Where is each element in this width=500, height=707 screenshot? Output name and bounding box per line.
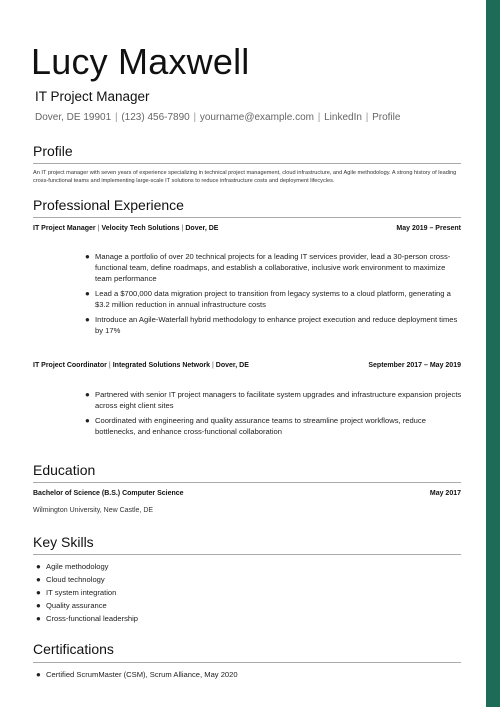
list-item: ● Lead a $700,000 data migration project to transition from legacy systems to a cloud platform, generating a $3.2 million reduction in annual infrastructure costs [85,289,451,309]
bullet-icon: ● [36,575,41,584]
job-company: Integrated Solutions Network [112,362,210,369]
list-item: ● Manage a portfolio of over 20 technical projects for a leading IT services provider, lead a 30-person cross-functional team, define roadmaps, and establish a collaborative, inclusive work environment to maximize team performance [85,252,451,283]
list-item: ● Cross-functional leadership [36,614,139,623]
section-title-certifications: Certifications [33,641,114,657]
contact-phone: (123) 456-7890 [121,112,190,123]
job-dates: May 2019 – Present [396,225,461,232]
contact-linkedin[interactable]: LinkedIn [324,112,362,123]
list-item: ● Quality assurance [36,601,107,610]
bullet-icon: ● [85,252,90,261]
education-school: Wilmington University, New Castle, DE [33,507,154,514]
certifications-list [36,668,446,681]
job-role: IT Project Coordinator [33,362,107,369]
section-title-skills: Key Skills [33,534,94,550]
section-divider [33,662,461,663]
bullet-icon: ● [85,416,90,425]
job-header: IT Project Coordinator | Integrated Solutions Network | Dover, DE September 2017 – May 2019 [33,362,461,369]
bullet-icon: ● [36,588,41,597]
job-title: IT Project Manager [35,89,150,104]
list-item: ● Agile methodology [36,562,109,571]
section-title-profile: Profile [33,143,73,159]
job-role: IT Project Manager [33,225,96,232]
candidate-name: Lucy Maxwell [31,41,250,82]
section-title-experience: Professional Experience [33,197,184,213]
contact-address: Dover, DE 19901 [35,112,112,123]
list-item: ● IT system integration [36,588,117,597]
list-item: ● Certified ScrumMaster (CSM), Scrum Alliance, May 2020 [36,670,238,679]
list-item: ● Cloud technology [36,575,105,584]
bullet-icon: ● [36,614,41,623]
education-header [33,490,461,497]
job-location: Dover, DE [185,225,219,232]
bullet-icon: ● [85,315,90,324]
list-item: ● Introduce an Agile-Waterfall hybrid methodology to enhance project execution and reduce deployment times by 17% [85,315,458,335]
job-dates: September 2017 – May 2019 [368,362,461,369]
bullet-icon: ● [36,601,41,610]
education-degree: Bachelor of Science (B.S.) Computer Science [33,490,184,497]
section-title-education: Education [33,462,96,478]
list-item: ● Coordinated with engineering and quality assurance teams to streamline project workflows, reduce bottlenecks, and enhance cross-functional collaboration [85,416,426,436]
profile-summary: An IT project manager with seven years of experience specializing in technical project management, cloud infrastructure, and Agile methodology. A strong history of leading cross-functional teams and implementing large-scale IT solutions to reduce infrastructure costs and deployment lifecycles. [33,170,457,184]
job-location: Dover, DE [215,362,249,369]
section-divider [33,554,461,555]
section-divider [33,482,461,483]
bullet-icon: ● [36,670,41,679]
job-bullets [85,251,463,336]
bullet-icon: ● [36,562,41,571]
section-divider [33,163,461,164]
contact-profile[interactable]: Profile [372,112,401,123]
skills-list [36,560,446,625]
section-divider [33,217,461,218]
bullet-icon: ● [85,289,90,298]
education-date: May 2017 [429,490,461,497]
job-company: Velocity Tech Solutions [101,225,180,232]
contact-line: Dover, DE 19901 | (123) 456-7890 | yourname@example.com | LinkedIn | Profile [35,112,401,123]
list-item: ● Partnered with senior IT project managers to facilitate system upgrades and infrastructure expansion projects across eight client sites [85,390,462,410]
job-bullets [85,389,463,437]
bullet-icon: ● [85,390,90,399]
job-header: IT Project Manager | Velocity Tech Solutions | Dover, DE May 2019 – Present [33,225,461,232]
contact-email[interactable]: yourname@example.com [199,112,314,123]
accent-side-bar [486,0,500,707]
